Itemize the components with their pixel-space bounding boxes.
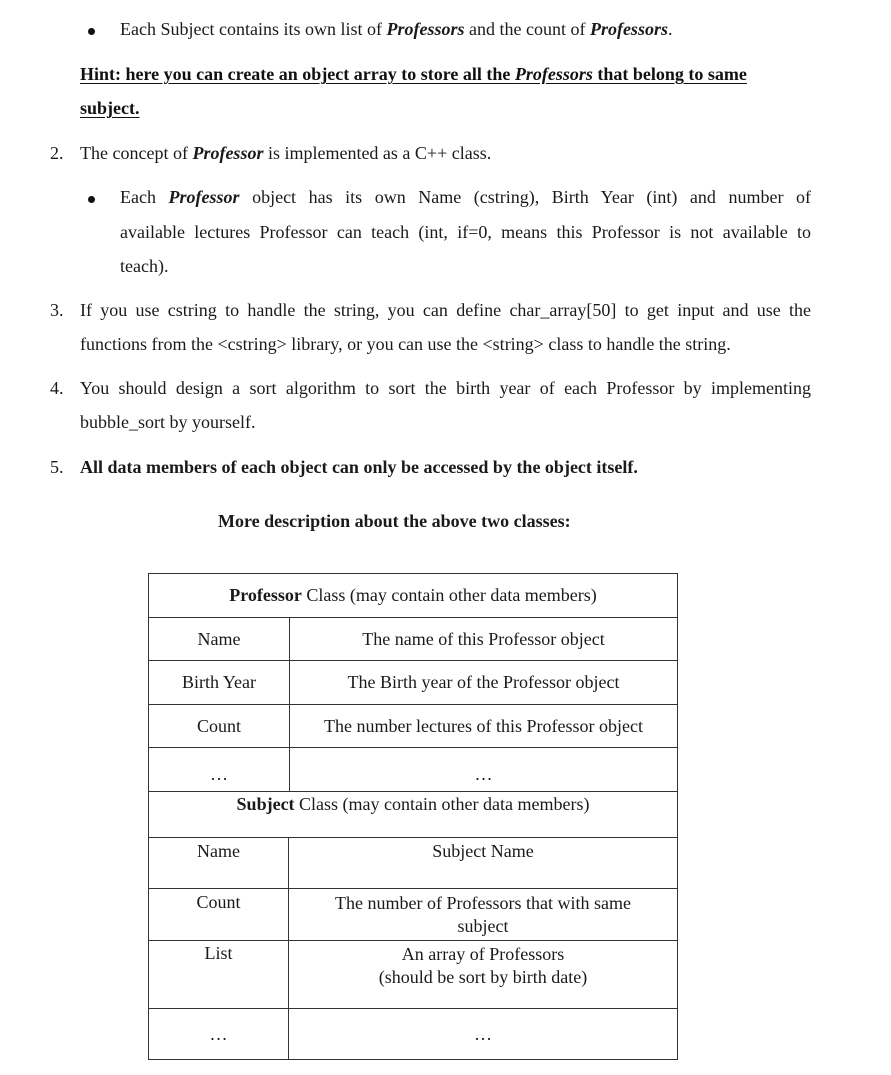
- subject-field-count: Count: [149, 889, 289, 941]
- professor-desc-birth-year: The Birth year of the Professor object: [290, 661, 678, 705]
- bullet-professor-line-2: available lectures Professor can teach (int, if=0, means this Professor is not available to: [120, 222, 811, 242]
- item-3-line-2: functions from the <cstring> library, or you can use the <string> class to handle the string.: [80, 334, 731, 354]
- item-3-number: 3.: [50, 300, 64, 320]
- bullet-subject-professors: Each Subject contains its own list of Professors and the count of Professors.: [120, 19, 673, 39]
- table-row: [149, 705, 678, 748]
- section-title: More description about the above two classes:: [218, 511, 571, 531]
- professor-desc-ellipsis: …: [290, 748, 678, 792]
- subject-field-ellipsis: …: [149, 1009, 289, 1060]
- subject-class-table: [148, 791, 678, 1060]
- table-row: [149, 941, 678, 1009]
- subject-desc-list: An array of Professors (should be sort by birth date): [289, 941, 678, 1009]
- table-row: [149, 748, 678, 792]
- subject-table-header-row: [149, 792, 678, 838]
- subject-table-header: Subject Class (may contain other data members): [149, 792, 678, 838]
- table-row: [149, 889, 678, 941]
- professor-class-table: [148, 573, 678, 792]
- hint-line-2: subject.: [80, 98, 140, 118]
- item-3-line-1: If you use cstring to handle the string, you can define char_array[50] to get input and use the: [80, 300, 811, 320]
- table-row: [149, 661, 678, 705]
- professor-table-header: Professor Class (may contain other data members): [149, 574, 678, 618]
- professor-desc-count: The number lectures of this Professor object: [290, 705, 678, 748]
- item-2-text: The concept of Professor is implemented as a C++ class.: [80, 143, 492, 163]
- table-row: [149, 1009, 678, 1060]
- item-4-line-1: You should design a sort algorithm to sort the birth year of each Professor by implementing: [80, 378, 811, 398]
- bullet-professor-line-3: teach).: [120, 256, 169, 276]
- item-4-line-2: bubble_sort by yourself.: [80, 412, 256, 432]
- professor-field-name: Name: [149, 618, 290, 661]
- subject-field-list: List: [149, 941, 289, 1009]
- item-2-number: 2.: [50, 143, 64, 163]
- item-4-number: 4.: [50, 378, 64, 398]
- bullet-dot: [88, 28, 95, 35]
- table-row: [149, 618, 678, 661]
- professor-field-count: Count: [149, 705, 290, 748]
- bullet-professor-line-1: Each Professor object has its own Name (cstring), Birth Year (int) and number of: [120, 187, 811, 207]
- hint-line-1: Hint: here you can create an object array to store all the Professors that belong to same: [80, 64, 747, 84]
- table-row: [149, 838, 678, 889]
- item-5-text: All data members of each object can only be accessed by the object itself.: [80, 457, 638, 477]
- item-5-number: 5.: [50, 457, 64, 477]
- professor-desc-name: The name of this Professor object: [290, 618, 678, 661]
- professor-table-header-row: [149, 574, 678, 618]
- subject-desc-ellipsis: …: [289, 1009, 678, 1060]
- subject-field-name: Name: [149, 838, 289, 889]
- subject-desc-count: The number of Professors that with same subject: [289, 889, 678, 941]
- professor-field-ellipsis: …: [149, 748, 290, 792]
- subject-desc-name: Subject Name: [289, 838, 678, 889]
- bullet-dot: [88, 196, 95, 203]
- professor-field-birth-year: Birth Year: [149, 661, 290, 705]
